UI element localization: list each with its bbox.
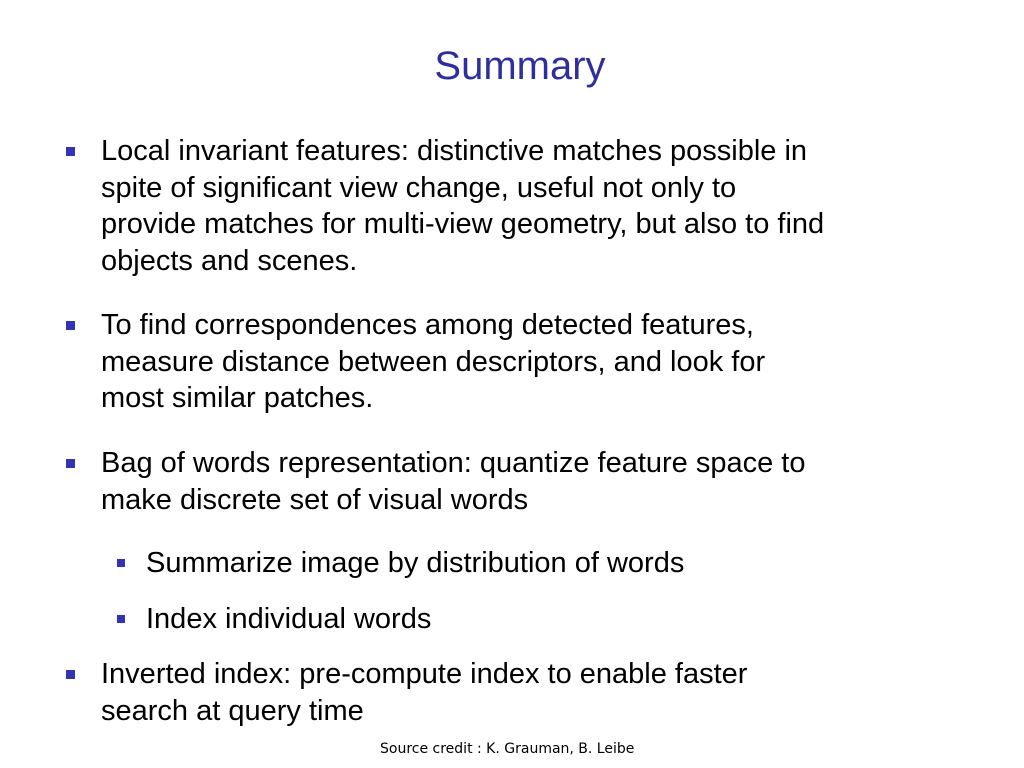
square-bullet-icon: [66, 670, 75, 679]
bullet-text: To find correspondences among detected features, measure distance between descriptors, and look for most similar patches.: [101, 309, 766, 414]
bullet-text: Local invariant features: distinctive matches possible in spite of significant view change, useful not only to provide matches for multi-view geometry, but also to find objects and scenes.: [101, 135, 825, 277]
source-credit: Source credit : K. Grauman, B. Leibe: [380, 741, 635, 757]
square-bullet-icon: [66, 459, 75, 468]
square-bullet-icon: [117, 615, 125, 623]
square-bullet-icon: [66, 147, 75, 156]
bullet-text: Bag of words representation: quantize feature space to make discrete set of visual words: [101, 447, 806, 516]
slide-title: Summary: [434, 44, 606, 88]
sub-bullet-text: Summarize image by distribution of words: [146, 547, 685, 579]
sub-bullet-text: Index individual words: [146, 603, 432, 635]
square-bullet-icon: [117, 559, 125, 567]
bullet-text: Inverted index: pre-compute index to enable faster search at query time: [101, 658, 748, 727]
square-bullet-icon: [66, 321, 75, 330]
